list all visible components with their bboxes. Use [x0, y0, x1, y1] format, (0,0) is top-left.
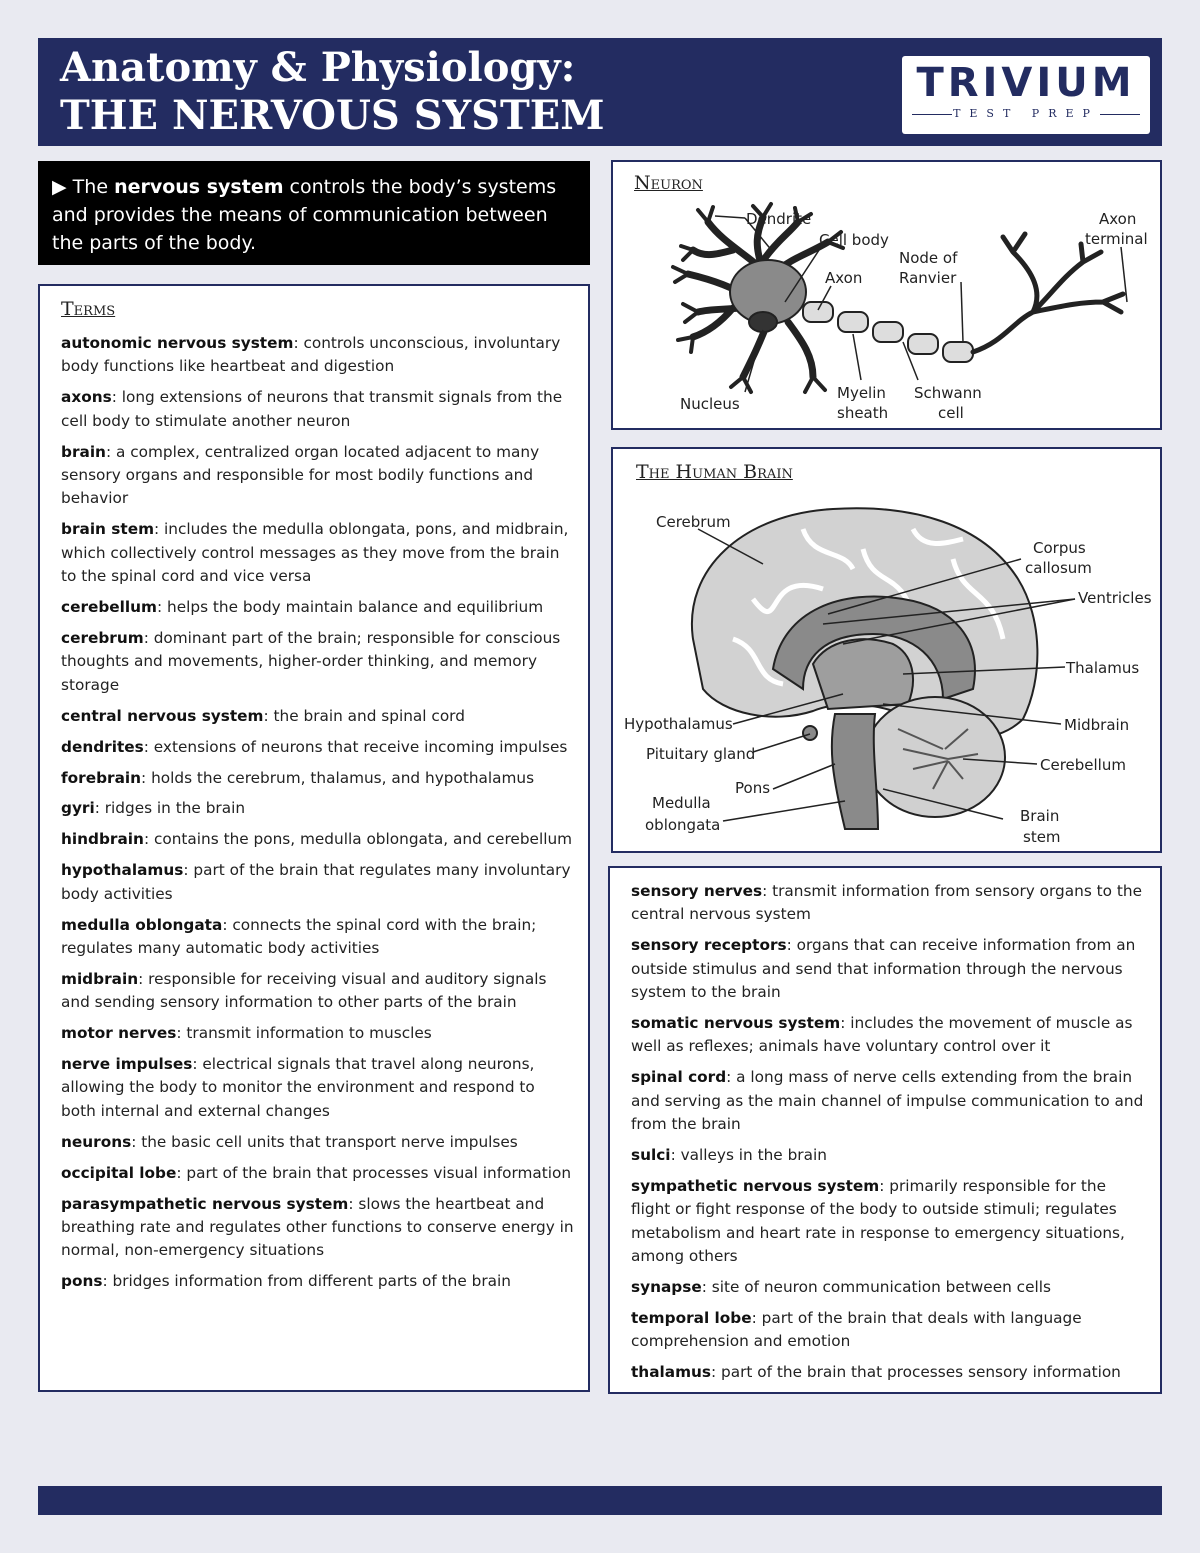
- label-schwann-line2: cell: [938, 404, 964, 422]
- term-definition: : part of the brain that regulates many involuntary body activities: [61, 861, 571, 903]
- term-entry: [61, 627, 574, 697]
- label-medulla-line2: oblongata: [645, 816, 721, 834]
- term-definition: : the basic cell units that transport nerve impulses: [131, 1132, 518, 1151]
- trivium-logo: [902, 56, 1150, 134]
- term-definition: : dominant part of the brain; responsible for conscious thoughts and movements, higher-order thinking, and memory storage: [61, 628, 561, 694]
- term-word: medulla oblongata: [61, 915, 223, 934]
- term-word: cerebellum: [61, 598, 158, 617]
- term-definition: : organs that can receive information from an outside stimulus and send that information through the nervous system to the brain: [631, 936, 1136, 1002]
- term-definition: : electrical signals that travel along neurons, allowing the body to monitor the environment and respond to both internal and external changes: [61, 1055, 535, 1120]
- term-entry: [61, 1053, 574, 1123]
- term-entry: [61, 1193, 574, 1263]
- brain-panel: [611, 447, 1162, 853]
- term-definition: : the brain and spinal cord: [263, 706, 465, 725]
- label-schwann-line1: Schwann: [914, 384, 982, 402]
- term-definition: : connects the spinal cord with the brain; regulates many automatic body activities: [61, 915, 537, 957]
- term-word: occipital lobe: [61, 1163, 177, 1182]
- term-definition: : transmit information from sensory organs to the central nervous system: [631, 882, 1142, 924]
- term-word: sensory nerves: [631, 882, 763, 900]
- term-word: dendrites: [61, 737, 144, 756]
- term-definition: : part of the brain that processes sensory information: [711, 1363, 1121, 1382]
- term-entry: [631, 1012, 1150, 1059]
- term-definition: : slows the heartbeat and breathing rate and regulates other functions to conserve energy in normal, non-emergency situations: [61, 1194, 574, 1260]
- term-word: motor nerves: [61, 1024, 177, 1043]
- triangle-bullet-icon: ▶: [52, 176, 67, 198]
- label-cell-body: Cell body: [819, 231, 889, 249]
- term-word: gyri: [61, 799, 95, 818]
- term-word: somatic nervous system: [631, 1014, 841, 1033]
- term-entry: [61, 1131, 574, 1154]
- title-line-1: Anatomy & Physiology:: [60, 44, 576, 91]
- term-entry: [61, 767, 574, 790]
- label-node-line2: Ranvier: [899, 269, 957, 287]
- term-definition: : site of neuron communication between cells: [701, 1278, 1051, 1297]
- term-definition: : part of the brain that processes visual information: [176, 1163, 572, 1182]
- term-entry: [631, 1066, 1150, 1136]
- term-entry: [61, 914, 574, 961]
- term-definition: : ridges in the brain: [94, 799, 246, 818]
- term-entry: [61, 797, 574, 820]
- term-entry: [61, 1270, 574, 1293]
- term-word: sympathetic nervous system: [631, 1176, 880, 1195]
- neuron-heading: Neuron: [634, 172, 703, 194]
- term-entry: [61, 859, 574, 906]
- label-corpus-line1: Corpus: [1033, 539, 1086, 557]
- intro-pre: The: [72, 176, 115, 198]
- term-word: neurons: [61, 1132, 132, 1151]
- terms-panel: [38, 284, 590, 1392]
- term-entry: [61, 705, 574, 728]
- terms-list-right: [631, 880, 1150, 1392]
- label-brainstem-line2: stem: [1023, 828, 1061, 846]
- term-entry: [631, 1175, 1150, 1269]
- term-definition: : extensions of neurons that receive incoming impulses: [143, 737, 568, 756]
- term-word: hindbrain: [61, 830, 144, 849]
- label-brainstem-line1: Brain: [1020, 807, 1060, 825]
- term-entry: [61, 968, 574, 1015]
- term-definition: : transmit information to muscles: [176, 1024, 432, 1043]
- term-definition: : holds the cerebrum, thalamus, and hypothalamus: [141, 768, 535, 787]
- label-pons: Pons: [735, 779, 771, 797]
- label-midbrain: Midbrain: [1064, 716, 1130, 734]
- label-myelin-line1: Myelin: [837, 384, 886, 402]
- term-word: synapse: [631, 1278, 702, 1297]
- label-axon-terminal-line1: Axon: [1099, 210, 1137, 228]
- term-word: hypothalamus: [61, 861, 184, 880]
- label-corpus-line2: callosum: [1025, 559, 1092, 577]
- term-definition: : controls unconscious, involuntary body functions like heartbeat and digestion: [61, 334, 561, 376]
- label-cerebellum: Cerebellum: [1040, 756, 1126, 774]
- term-definition: : contains the pons, medulla oblongata, and cerebellum: [143, 830, 573, 849]
- logo-wordmark: TRIVIUM: [916, 60, 1136, 106]
- title-line-2: THE NERVOUS SYSTEM: [60, 92, 605, 139]
- label-ventricles: Ventricles: [1078, 589, 1152, 607]
- term-word: parasympathetic nervous system: [61, 1194, 349, 1213]
- term-definition: : primarily responsible for the flight or fight response of the body to outside stimuli; regulates metabolism and heart rate in response to emergency situations, among others: [631, 1176, 1125, 1266]
- neuron-illustration: [673, 204, 1123, 392]
- term-entry: [61, 736, 574, 759]
- term-entry: [631, 1361, 1150, 1384]
- header-banner: [38, 38, 1162, 146]
- neuron-diagram: [613, 162, 1160, 428]
- term-word: sensory receptors: [631, 936, 787, 955]
- brain-diagram: [613, 449, 1160, 851]
- term-word: brain stem: [61, 520, 155, 539]
- label-dendrite: Dendrite: [746, 210, 812, 228]
- term-definition: : helps the body maintain balance and equilibrium: [157, 598, 544, 617]
- term-word: brain: [61, 442, 106, 461]
- terms-heading: Terms: [61, 298, 116, 320]
- page-title: [60, 44, 605, 140]
- term-entry: [61, 1162, 574, 1185]
- term-word: central nervous system: [61, 706, 264, 725]
- terms-list-left: [61, 332, 574, 1301]
- terms-panel-continued: [608, 866, 1162, 1394]
- term-word: autonomic nervous system: [61, 334, 294, 352]
- term-definition: : a complex, centralized organ located adjacent to many sensory organs and responsible for most bodily functions and behavior: [61, 442, 540, 508]
- term-entry: [61, 332, 574, 379]
- term-word: cerebrum: [61, 628, 144, 647]
- term-definition: : long extensions of neurons that transmit signals from the cell body to stimulate another neuron: [61, 388, 563, 430]
- term-entry: [631, 880, 1150, 927]
- logo-tagline: TEST PREP: [953, 107, 1099, 120]
- label-myelin-line2: sheath: [837, 404, 889, 422]
- term-entry: [61, 828, 574, 851]
- term-word: pons: [61, 1272, 103, 1291]
- term-entry: [631, 1276, 1150, 1299]
- term-entry: [61, 386, 574, 433]
- label-thalamus: Thalamus: [1066, 659, 1140, 677]
- term-definition: : includes the movement of muscle as well as reflexes; animals have voluntary control over it: [631, 1014, 1133, 1056]
- term-definition: : responsible for receiving visual and auditory signals and sending sensory information to other parts of the brain: [61, 969, 547, 1012]
- term-entry: [61, 1022, 574, 1045]
- label-cerebrum: Cerebrum: [656, 513, 731, 531]
- term-definition: : part of the brain that deals with language comprehension and emotion: [631, 1309, 1082, 1351]
- label-medulla-line1: Medulla: [652, 794, 711, 812]
- brain-heading: The Human Brain: [636, 461, 793, 483]
- term-word: spinal cord: [631, 1068, 727, 1087]
- footer-bar: [38, 1486, 1162, 1515]
- term-word: nerve impulses: [61, 1055, 193, 1074]
- term-entry: [631, 1307, 1150, 1354]
- term-word: forebrain: [61, 768, 142, 787]
- term-word: temporal lobe: [631, 1309, 752, 1327]
- label-axon-terminal-line2: terminal: [1085, 230, 1148, 248]
- label-hypothalamus: Hypothalamus: [624, 715, 733, 733]
- label-nucleus: Nucleus: [680, 395, 740, 413]
- term-entry: [61, 518, 574, 588]
- term-word: sulci: [631, 1146, 671, 1165]
- logo-rule-right: [1100, 114, 1140, 115]
- term-definition: : a long mass of nerve cells extending from the brain and serving as the main channel of impulse communication to and from the brain: [631, 1068, 1144, 1134]
- term-entry: [631, 1144, 1150, 1167]
- term-entry: [61, 596, 574, 619]
- label-pituitary: Pituitary gland: [646, 745, 756, 763]
- term-word: midbrain: [61, 969, 139, 988]
- term-entry: [631, 934, 1150, 1004]
- term-word: axons: [61, 388, 112, 407]
- intro-bold: nervous system: [114, 176, 284, 198]
- term-definition: : includes the medulla oblongata, pons, and midbrain, which collectively control messages as they move from the brain to the spinal cord and vice versa: [61, 520, 569, 586]
- label-axon: Axon: [825, 269, 863, 287]
- intro-callout: [38, 161, 590, 265]
- term-word: thalamus: [631, 1363, 712, 1382]
- intro-post: controls the body’s systems and provides the means of communication between the parts of the body.: [52, 176, 557, 254]
- label-node-line1: Node of: [899, 249, 958, 267]
- term-definition: : valleys in the brain: [670, 1146, 827, 1165]
- neuron-panel: [611, 160, 1162, 430]
- term-entry: [61, 441, 574, 511]
- term-definition: : bridges information from different parts of the brain: [102, 1272, 511, 1291]
